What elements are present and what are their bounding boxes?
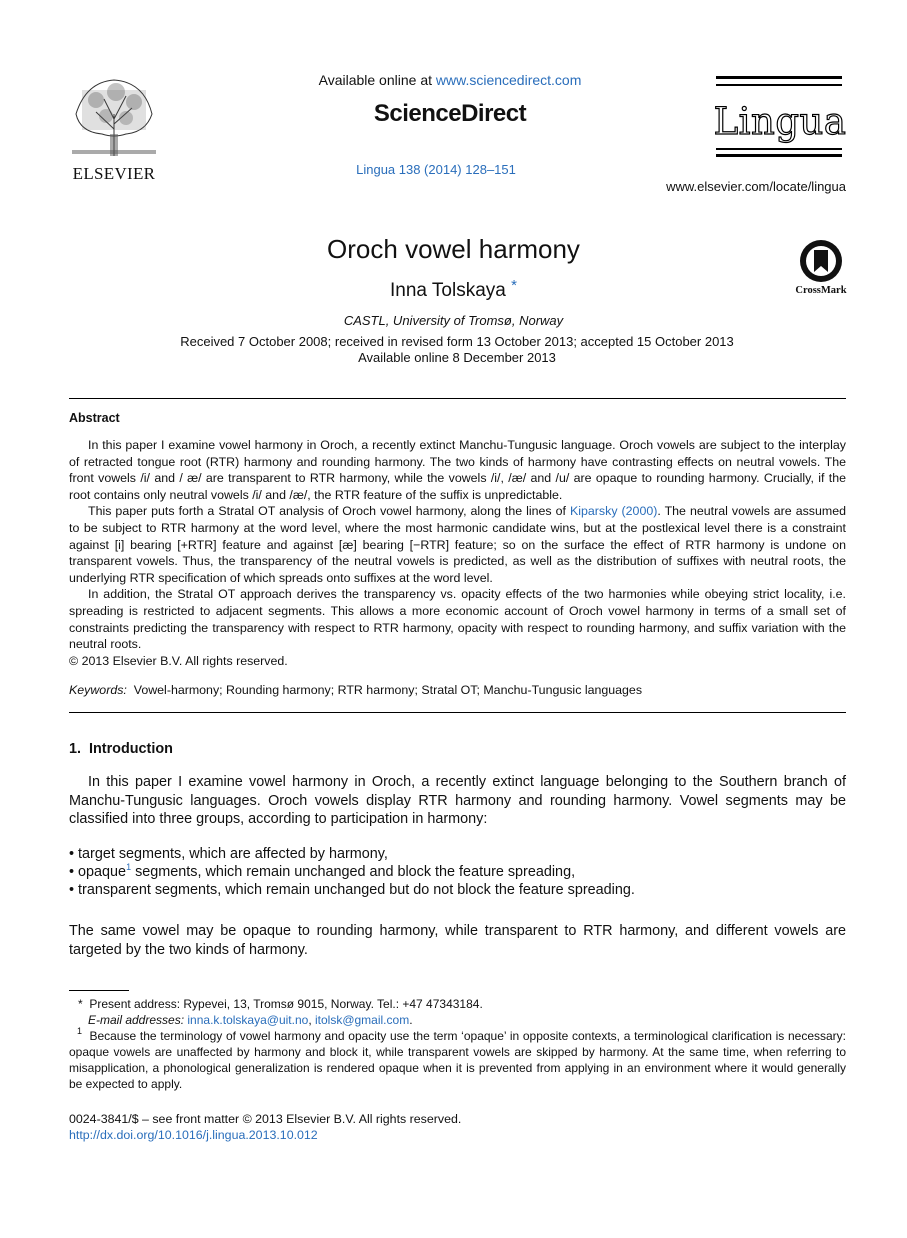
harmony-groups-list [69, 845, 846, 899]
journal-name: Lingua [713, 100, 847, 143]
journal-rule-bottom2 [716, 154, 842, 157]
keywords [69, 683, 846, 697]
footnote-email: E-mail addresses: inna.k.tolskaya@uit.no, itolsk@gmail.com. [88, 1013, 413, 1027]
section-heading-introduction: 1. Introduction [69, 741, 173, 757]
author-footnote-mark[interactable]: * [511, 277, 517, 294]
crossmark-label: CrossMark [795, 285, 847, 296]
list-item: • target segments, which are affected by harmony, [69, 846, 388, 862]
abstract-body [69, 437, 846, 669]
sciencedirect-link[interactable]: www.sciencedirect.com [435, 72, 582, 88]
intro-body-2 [69, 922, 846, 959]
abstract-paragraph-3: In addition, the Stratal OT approach derives the transparency vs. opacity effects of the two harmonies while obeying strict locality, i.e. spreading is restricted to adjacent segments. This allows a more economic account of Oroch vowel harmony in terms of a small set of constraints predicting the transparency with respect to RTR harmony, opacity with respect to rounding harmony, and suffix variation with the neutral roots. [69, 587, 846, 652]
journal-rule-top [716, 76, 842, 79]
footnote-separator [69, 990, 129, 991]
journal-citation[interactable]: Lingua 138 (2014) 128–151 [356, 162, 516, 177]
journal-url[interactable]: www.elsevier.com/locate/lingua [666, 179, 846, 194]
kiparsky-citation-link[interactable]: Kiparsky (2000) [570, 504, 658, 519]
issn-line: 0024-3841/$ – see front matter © 2013 Elsevier B.V. All rights reserved. [69, 1112, 462, 1126]
footnote-author [69, 996, 846, 1012]
sciencedirect-brand: ScienceDirect [373, 100, 527, 127]
list-item: • transparent segments, which remain unchanged but do not block the feature spreading. [69, 882, 635, 898]
abstract-paragraph-2: This paper puts forth a Stratal OT analysis of Oroch vowel harmony, along the lines of Kiparsky (2000). The neutral vowels are assumed to be subject to RTR harmony at the word level, where the most harmonic candidate wins, but at the postlexical level there is a constraint against [i] bearing [+RTR] feature and against [æ] bearing [−RTR] feature; so on the surface the effect of RTR harmony is undone on transparent vowels. Thus, the transparency of the neutral vowels is predicted, as well as the distribution of suffixes with neutral roots, the underlying RTR specification of which spreads onto suffixes at the word level. [69, 504, 846, 585]
abstract-paragraph-1: In this paper I examine vowel harmony in Oroch, a recently extinct Manchu-Tungusic language. Oroch vowels are subject to the interplay of retracted tongue root (RTR) harmony and rounding harmony. The two kinds of harmony have contrasting effects on neutral vowels. The front vowels /i/ and / æ/ are transparent to RTR harmony, while the vowels /i/, /æ/ and /u/ are opaque to rounding harmony. Crucially, if the root contains only neutral vowels /i/ and /æ/, the RTR feature of the suffix is unpredictable. [69, 438, 846, 502]
abstract-rule-bottom [69, 712, 846, 713]
footnote-1 [69, 1028, 846, 1092]
affiliation: CASTL, University of Tromsø, Norway [343, 313, 564, 328]
abstract-copyright: © 2013 Elsevier B.V. All rights reserved. [69, 653, 288, 668]
author-name: Inna Tolskaya [390, 280, 506, 301]
footnote-address: Present address: Rypevei, 13, Tromsø 9015, Norway. Tel.: +47 47343184. [89, 997, 483, 1011]
keywords-label: Keywords: [69, 683, 127, 697]
email-label: E-mail addresses: [88, 1013, 185, 1027]
intro-paragraph-1: In this paper I examine vowel harmony in Oroch, a recently extinct language belonging to the Southern branch of Manchu-Tungusic languages. Oroch vowels display RTR harmony and rounding harmony. Vowel segments may be classified into three groups, according to participation in harmony: [69, 774, 846, 828]
available-prefix: Available online at [318, 72, 436, 88]
email-link-2[interactable]: itolsk@gmail.com [314, 1013, 410, 1027]
crossmark-icon [798, 238, 844, 284]
footnote-1-text: Because the terminology of vowel harmony and opacity use the term ‘opaque’ in opposite contexts, a terminological clarification is necessary: opaque vowels are unaffected by harmony and block it, while transparent vowels are skipped by harmony. At the same time, when referring to misapplication, a phonological generalization is rendered opaque when it is prevented from applying in an environment where it would generally be expected to apply. [69, 1029, 846, 1091]
elsevier-tree-icon [66, 74, 162, 158]
list-item: • opaque$^1$ segments, which remain unchanged and block the feature spreading, [69, 862, 576, 880]
footnote-1-mark: 1 [77, 1026, 83, 1036]
author-line [200, 277, 707, 302]
intro-paragraph-2: The same vowel may be opaque to rounding harmony, while transparent to RTR harmony, and different vowels are targeted by the two kinds of harmony. [69, 923, 846, 958]
article-title: Oroch vowel harmony [327, 234, 580, 264]
available-online-date: Available online 8 December 2013 [358, 350, 556, 365]
crossmark-badge[interactable] [788, 238, 854, 296]
footnote-star-mark: * [78, 997, 83, 1011]
publisher-name: ELSEVIER [72, 164, 156, 183]
available-online [250, 72, 650, 88]
intro-body [69, 773, 846, 829]
elsevier-logo [66, 74, 162, 183]
abstract-heading: Abstract [69, 411, 120, 425]
received-dates: Received 7 October 2008; received in revised form 13 October 2013; accepted 15 October 2013 [180, 334, 734, 349]
footnote-ref-1[interactable]: 1 [126, 862, 132, 872]
abstract-rule-top [69, 398, 846, 399]
footnotes [69, 996, 846, 1092]
journal-rule-bottom [716, 148, 842, 150]
keywords-list: Vowel-harmony; Rounding harmony; RTR harmony; Stratal OT; Manchu-Tungusic languages [133, 683, 643, 697]
doi-link[interactable]: http://dx.doi.org/10.1016/j.lingua.2013.10.012 [69, 1128, 318, 1142]
email-link-1[interactable]: inna.k.tolskaya@uit.no [187, 1013, 309, 1027]
journal-rule-mid [716, 84, 842, 86]
